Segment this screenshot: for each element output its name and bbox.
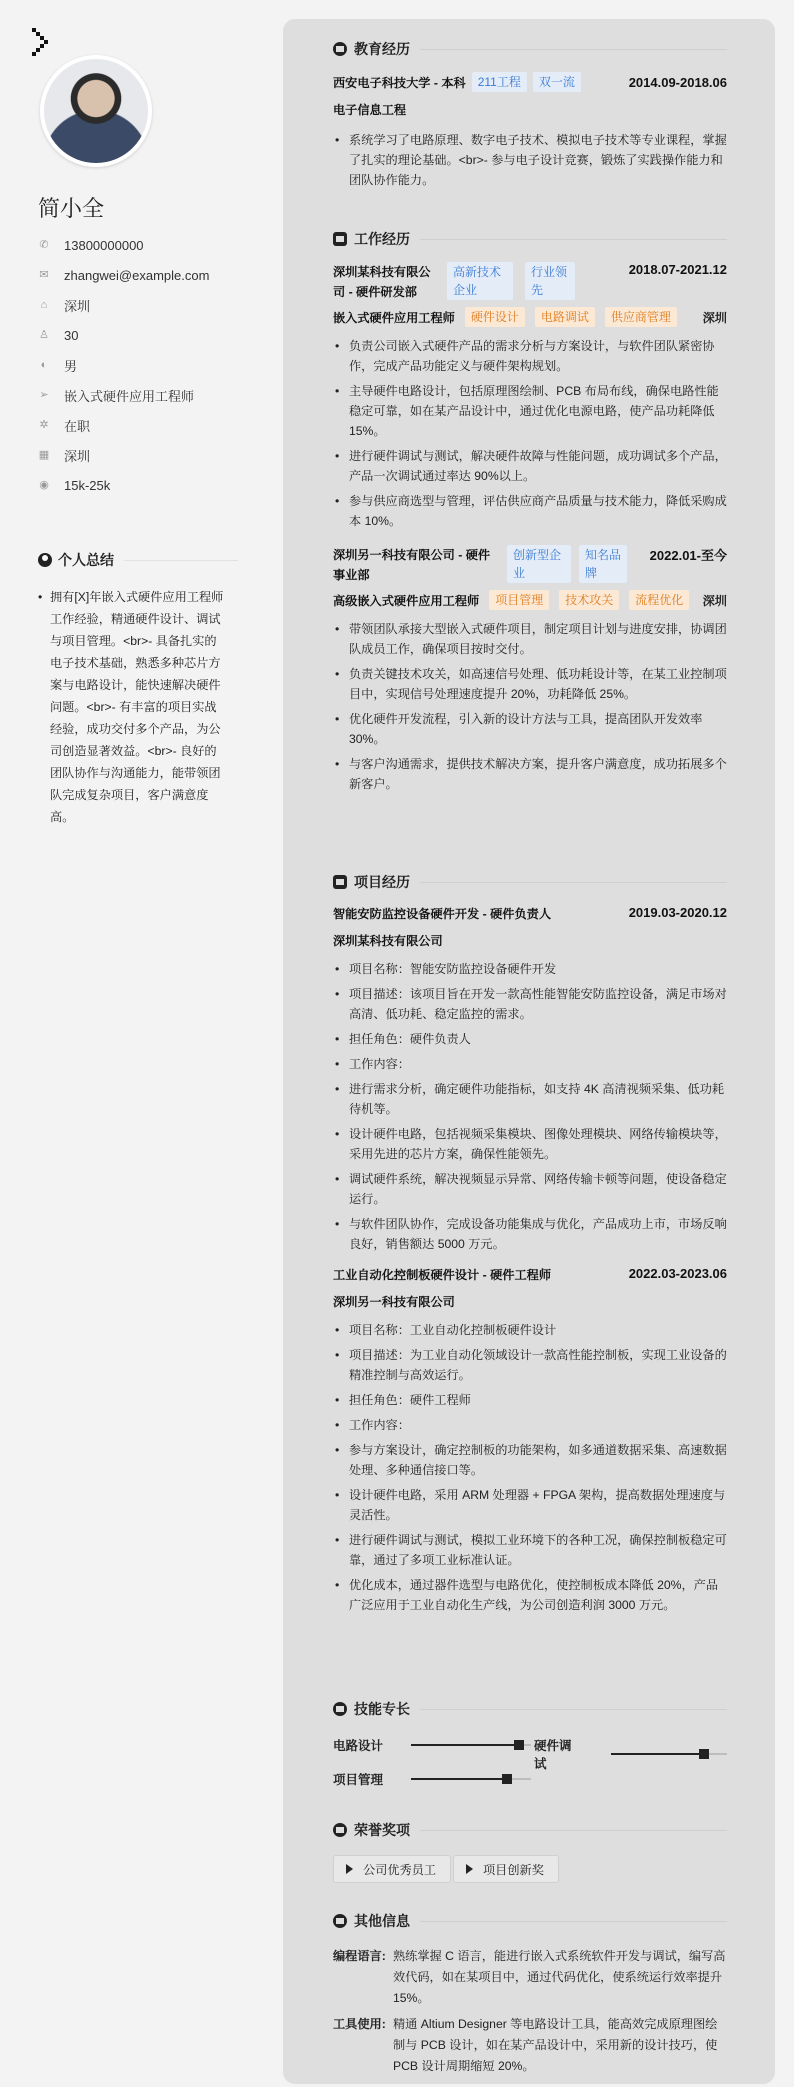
job-bullets	[333, 336, 727, 531]
skill-tag: 供应商管理	[605, 307, 677, 327]
list-item: • 优化成本，通过器件选型与电路优化，使控制板成本降低 20%，产品广泛应用于工业自动化生产线，为公司创造利润 3000 万元。	[333, 1575, 727, 1615]
other-key: 工具使用:	[333, 2017, 386, 2031]
work-header	[333, 228, 727, 250]
contact-item	[38, 470, 258, 500]
projects-header	[333, 871, 727, 893]
skill-bar	[411, 1778, 531, 1780]
company-tag: 知名品牌	[579, 545, 627, 583]
sidebar	[0, 0, 280, 2087]
other-key: 编程语言:	[333, 1949, 386, 1963]
contact-item	[38, 260, 258, 290]
divider	[420, 239, 727, 240]
summary-body	[38, 586, 224, 828]
skill-tag: 电路调试	[535, 307, 595, 327]
profile-name: 简小全	[38, 196, 105, 221]
other-value: 熟练掌握 C 语言，能进行嵌入式系统软件开发与调试，编写高效代码，如在某项目中，通过代码优化，使系统运行效率提升 15%。	[393, 1949, 726, 2005]
contact-text: 30	[64, 327, 79, 343]
gender-icon: ◐	[40, 359, 48, 371]
award-label: 公司优秀员工	[363, 1862, 437, 1877]
list-item: • 项目描述：该项目旨在开发一款高性能智能安防监控设备，满足市场对高清、低功耗、稳定监控的需求。	[333, 984, 727, 1024]
job-date: 2022.01-至今	[649, 548, 727, 563]
list-item: • 调试硬件系统，解决视频显示异常、网络传输卡顿等问题，使设备稳定运行。	[333, 1169, 727, 1209]
list-item: • 设计硬件电路，采用 ARM 处理器 + FPGA 架构，提高数据处理速度与灵活性。	[333, 1485, 727, 1525]
divider	[420, 49, 727, 50]
divider	[420, 1830, 727, 1831]
awards-section	[333, 1819, 727, 1899]
play-icon	[346, 1864, 353, 1874]
skill-item	[333, 1770, 531, 1788]
status-icon: ✲	[39, 419, 49, 431]
age-icon: ♙	[39, 329, 49, 341]
building-icon: ▦	[38, 449, 50, 461]
project-row	[333, 1266, 727, 1283]
project-date: 2019.03-2020.12	[628, 905, 727, 920]
summary-header	[38, 550, 238, 570]
award-item	[453, 1855, 559, 1883]
other-header	[333, 1910, 727, 1932]
job-role-row	[333, 307, 727, 327]
skills-title: 技能专长	[354, 1701, 410, 1717]
list-item: • 项目名称：智能安防监控设备硬件开发	[333, 959, 727, 979]
list-item: • 进行硬件调试与测试，模拟工业环境下的各种工况，确保控制板稳定可靠，通过了多项工业标准认证。	[333, 1530, 727, 1570]
skill-item	[534, 1736, 727, 1772]
trophy-icon	[333, 1823, 347, 1837]
main-panel	[283, 19, 775, 2084]
list-item: • 参与方案设计，确定控制板的功能架构，如多通道数据采集、高速数据处理、多种通信接口等。	[333, 1440, 727, 1480]
project-date: 2022.03-2023.06	[628, 1266, 727, 1281]
contact-item	[38, 410, 258, 440]
job-date: 2018.07-2021.12	[628, 262, 727, 277]
summary-text: • 拥有[X]年嵌入式硬件应用工程师工作经验，精通硬件设计、调试与项目管理。<br>- 具备扎实的电子技术基础，熟悉多种芯片方案与电路设计，能快速解决硬件问题。<br>- 有丰富的项目实战经验，成功交付多个产品，为公司创造显著效益。<br>- 良好的团队协作与沟通能力，能带领团队完成复杂项目，客户满意度高。	[38, 586, 224, 828]
divider	[420, 882, 727, 883]
phone-icon: ✆	[39, 239, 49, 251]
contact-text: 深圳	[64, 298, 91, 314]
skill-name: 项目管理	[333, 1773, 384, 1787]
project-bullets	[333, 959, 727, 1254]
job-role: 高级嵌入式硬件应用工程师	[333, 593, 480, 608]
contact-text: zhangwei@example.com	[64, 267, 210, 283]
list-item: • 设计硬件电路，包括视频采集模块、图像处理模块、网络传输模块等，采用先进的芯片方案，确保性能领先。	[333, 1124, 727, 1164]
divider	[124, 560, 238, 561]
other-section	[333, 1910, 727, 2080]
list-item: • 优化硬件开发流程，引入新的设计方法与工具，提高团队开发效率 30%。	[333, 709, 727, 749]
skill-tag: 项目管理	[489, 590, 549, 610]
job-header	[333, 545, 727, 585]
project-company: 深圳另一科技有限公司	[333, 1295, 455, 1309]
user-icon	[38, 553, 52, 567]
awards-header	[333, 1819, 727, 1841]
job-header	[333, 262, 727, 302]
school-tag: 双一流	[533, 72, 581, 92]
education-header	[333, 38, 727, 60]
skill-name: 硬件调试	[534, 1739, 572, 1771]
contact-text: 在职	[64, 418, 91, 434]
project-name: 工业自动化控制板硬件设计 - 硬件工程师	[333, 1268, 552, 1282]
list-item: • 工作内容：	[333, 1054, 727, 1074]
list-item: • 负责公司嵌入式硬件产品的需求分析与方案设计，与软件团队紧密协作，完成产品功能定义与硬件架构规划。	[333, 336, 727, 376]
company-tag: 创新型企业	[507, 545, 571, 583]
contact-text: 嵌入式硬件应用工程师	[64, 388, 195, 404]
company-tag: 高新技术企业	[447, 262, 513, 300]
skill-bar	[611, 1753, 727, 1755]
home-icon: ⌂	[40, 299, 48, 311]
education-row	[333, 72, 727, 92]
contact-item	[38, 230, 258, 260]
job-role-row	[333, 590, 727, 610]
contact-item	[38, 440, 258, 470]
other-title: 其他信息	[354, 1913, 410, 1929]
skills-header	[333, 1698, 727, 1720]
contact-item	[38, 290, 258, 320]
contact-item	[38, 350, 258, 380]
school-name: 西安电子科技大学 - 本科	[333, 75, 466, 90]
awards-title: 荣誉奖项	[354, 1822, 410, 1838]
other-item	[333, 2014, 727, 2077]
projects-title: 项目经历	[354, 874, 410, 890]
project-company: 深圳某科技有限公司	[333, 934, 443, 948]
contact-item	[38, 320, 258, 350]
company-tag: 行业领先	[525, 262, 575, 300]
company-name: 深圳某科技有限公司 - 硬件研发部	[333, 265, 431, 299]
graduation-cap-icon	[333, 42, 347, 56]
mail-icon: ✉	[39, 269, 49, 281]
summary-title: 个人总结	[58, 552, 114, 568]
list-item: • 进行需求分析，确定硬件功能指标，如支持 4K 高清视频采集、低功耗待机等。	[333, 1079, 727, 1119]
list-item: • 负责关键技术攻关，如高速信号处理、低功耗设计等，在某工业控制项目中，实现信号处理速度提升 20%，功耗降低 25%。	[333, 664, 727, 704]
grid-icon	[333, 875, 347, 889]
list-item: • 项目描述：为工业自动化领域设计一款高性能控制板，实现工业设备的精准控制与高效运行。	[333, 1345, 727, 1385]
divider	[420, 1921, 727, 1922]
list-item: • 项目名称：工业自动化控制板硬件设计	[333, 1320, 727, 1340]
job-role: 嵌入式硬件应用工程师	[333, 310, 455, 325]
contact-text: 深圳	[64, 448, 91, 464]
logo-icon	[32, 28, 52, 58]
salary-icon: ◉	[39, 479, 49, 491]
job-city: 深圳	[702, 310, 727, 325]
contact-text: 15k-25k	[64, 477, 111, 493]
project-bullets	[333, 1320, 727, 1615]
list-item: • 担任角色：硬件工程师	[333, 1390, 727, 1410]
school-tag: 211工程	[472, 72, 527, 92]
chart-icon	[333, 1702, 347, 1716]
send-icon: ➢	[39, 389, 49, 401]
list-item: • 担任角色：硬件负责人	[333, 1029, 727, 1049]
other-item	[333, 1946, 727, 2009]
job-bullets	[333, 619, 727, 794]
divider	[420, 1709, 727, 1710]
skill-name: 电路设计	[333, 1739, 384, 1753]
education-date: 2014.09-2018.06	[628, 74, 727, 90]
avatar	[40, 55, 152, 167]
list-item: • 带领团队承接大型嵌入式硬件项目，制定项目计划与进度安排，协调团队成员工作，确保项目按时交付。	[333, 619, 727, 659]
work-title: 工作经历	[354, 231, 410, 247]
award-item	[333, 1855, 451, 1883]
contact-info-list	[38, 230, 258, 500]
briefcase-icon	[333, 232, 347, 246]
play-icon	[466, 1864, 473, 1874]
education-bullets	[333, 130, 727, 190]
list-item: • 系统学习了电路原理、数字电子技术、模拟电子技术等专业课程，掌握了扎实的理论基础。<br>- 参与电子设计竞赛，锻炼了实践操作能力和团队协作能力。	[333, 130, 727, 190]
projects-section	[333, 871, 727, 1620]
list-item: • 与客户沟通需求，提供技术解决方案，提升客户满意度，成功拓展多个新客户。	[333, 754, 727, 794]
major: 电子信息工程	[333, 103, 407, 117]
education-section	[333, 38, 727, 195]
other-value: 精通 Altium Designer 等电路设计工具，能高效完成原理图绘制与 PCB 设计，如在某产品设计中，采用新的设计技巧，使 PCB 设计周期缩短 20%。	[393, 2017, 718, 2073]
skill-tag: 硬件设计	[465, 307, 525, 327]
list-item: • 进行硬件调试与测试，解决硬件故障与性能问题，成功调试多个产品，产品一次调试通过率达 90%以上。	[333, 446, 727, 486]
skill-tag: 技术攻关	[559, 590, 619, 610]
work-section	[333, 228, 727, 799]
skills-section	[333, 1698, 727, 1808]
list-item: • 与软件团队协作，完成设备功能集成与优化，产品成功上市，市场反响良好，销售额达 5000 万元。	[333, 1214, 727, 1254]
project-row	[333, 905, 727, 922]
list-item: • 参与供应商选型与管理，评估供应商产品质量与技术能力，降低采购成本 10%。	[333, 491, 727, 531]
award-label: 项目创新奖	[483, 1862, 544, 1877]
skill-bar	[411, 1744, 531, 1746]
project-name: 智能安防监控设备硬件开发 - 硬件负责人	[333, 907, 552, 921]
skill-item	[333, 1736, 531, 1754]
info-icon	[333, 1914, 347, 1928]
skill-tag: 流程优化	[629, 590, 689, 610]
company-name: 深圳另一科技有限公司 - 硬件事业部	[333, 548, 491, 582]
contact-item	[38, 380, 258, 410]
contact-text: 男	[64, 358, 78, 374]
job-city: 深圳	[702, 593, 727, 608]
list-item: • 工作内容：	[333, 1415, 727, 1435]
contact-text: 13800000000	[64, 237, 144, 253]
education-title: 教育经历	[354, 41, 410, 57]
list-item: • 主导硬件电路设计，包括原理图绘制、PCB 布局布线，确保电路性能稳定可靠，如在某产品设计中，通过优化电源电路，使产品功耗降低 15%。	[333, 381, 727, 441]
